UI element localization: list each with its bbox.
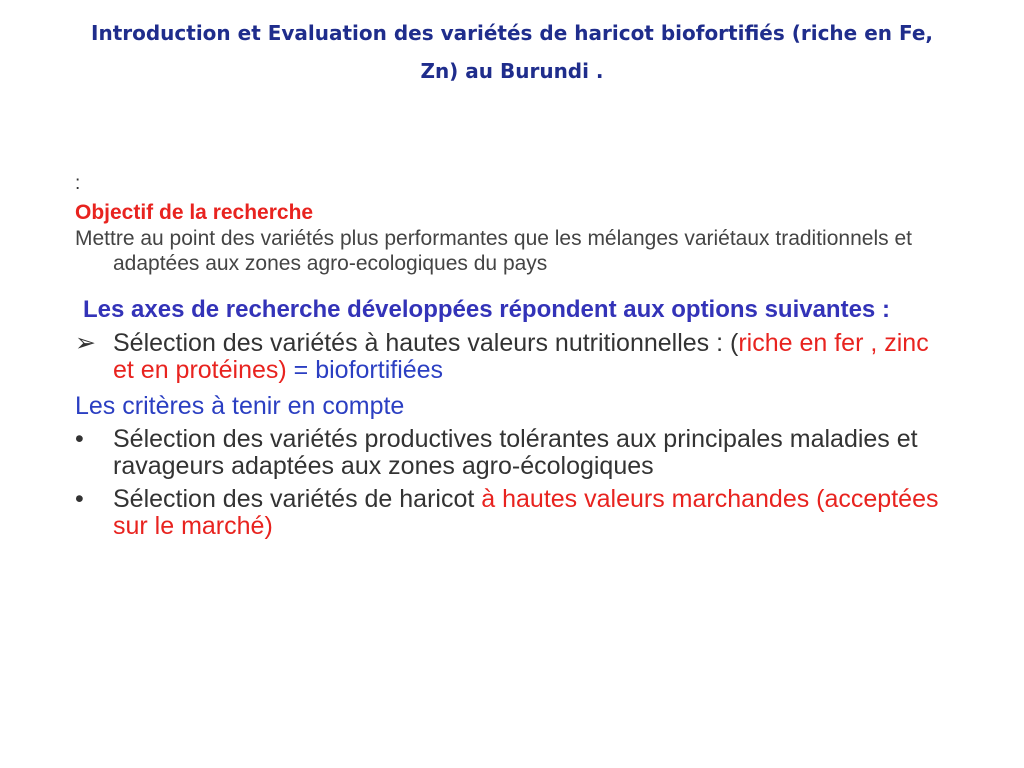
slide-title-line1: Introduction et Evaluation des variétés de haricot biofortifiés (riche en Fe, [91,21,933,45]
objective-heading: Objectif de la recherche [75,201,314,224]
item-text: Sélection des variétés productives tolérantes aux principales maladies et ravageurs adaptées aux zones agro-écologiques [113,425,918,480]
slide-title-line2: Zn) au Burundi . [420,59,604,83]
criteria-heading: Les critères à tenir en compte [75,392,405,420]
slide-content [75,172,955,540]
item-text-red: à hautes valeurs marchandes (acceptées sur le marché) [113,485,939,540]
arrow-bullet-icon: ➢ [75,329,96,357]
dot-bullet-icon: • [75,485,84,513]
item-text-red: riche en fer , zinc et en protéines) [113,329,929,384]
item-text-blue: = biofortifiées [286,356,444,384]
item-text: Sélection des variétés à hautes valeurs nutritionnelles : ( [113,329,739,357]
research-axes-heading: Les axes de recherche développées répondent aux options suivantes : [83,296,890,323]
list-item-nutritional-selection [75,330,955,384]
list-item-market-selection [75,486,955,540]
slide-title [40,14,984,90]
objective-text: Mettre au point des variétés plus performantes que les mélanges variétaux traditionnels et adaptées aux zones agro-ecologiques du pays [75,227,912,275]
dot-bullet-icon: • [75,425,84,453]
list-item-productive-selection [75,426,955,480]
item-text: Sélection des variétés de haricot [113,485,482,513]
colon-marker: : [75,173,81,194]
